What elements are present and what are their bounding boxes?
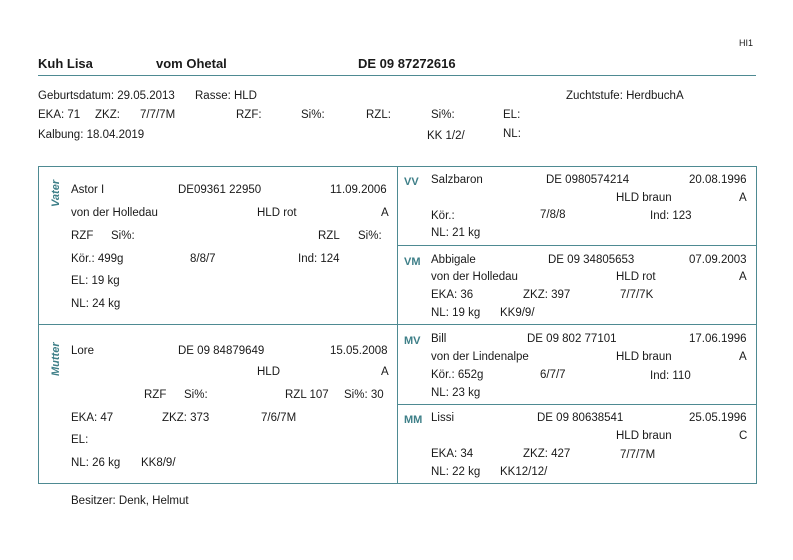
- mv-kor-value: 6/7/7: [540, 369, 566, 381]
- info-rzf: RZF:: [236, 109, 262, 121]
- animal-farm: vom Ohetal: [156, 56, 227, 71]
- info-si2: Si%:: [431, 109, 455, 121]
- mv-date: 17.06.1996: [689, 333, 747, 345]
- info-kk: KK 1/2/: [427, 130, 465, 142]
- mv-name: Bill: [431, 333, 447, 345]
- mutter-grade: A: [381, 366, 389, 378]
- vv-nl: NL: 21 kg: [431, 227, 481, 239]
- mv-kor: Kör.: 652g: [431, 369, 484, 381]
- mv-code: MV: [404, 335, 421, 347]
- vv-kor: Kör.:: [431, 210, 455, 222]
- vv-code: VV: [404, 176, 419, 188]
- vm-breed: HLD rot: [616, 271, 656, 283]
- vater-rzf: RZF: [71, 230, 94, 242]
- vv-breed: HLD braun: [616, 192, 672, 204]
- info-rzl: RZL:: [366, 109, 391, 121]
- vv-date: 20.08.1996: [689, 174, 747, 186]
- vm-zkz: ZKZ: 397: [523, 289, 571, 301]
- mm-date: 25.05.1996: [689, 412, 747, 424]
- mm-id: DE 09 80638541: [537, 412, 624, 424]
- mv-nl: NL: 23 kg: [431, 387, 481, 399]
- mm-breed: HLD braun: [616, 430, 672, 442]
- vm-origin: von der Holledau: [431, 271, 518, 283]
- vm-grade: A: [739, 271, 747, 283]
- vm-id: DE 09 34805653: [548, 254, 635, 266]
- vater-grade: A: [381, 207, 389, 219]
- animal-name: Kuh Lisa: [38, 56, 93, 71]
- info-zkz-value: 7/7/7M: [140, 109, 176, 121]
- mutter-date: 15.05.2008: [330, 345, 388, 357]
- info-rasse: Rasse: HLD: [195, 90, 257, 102]
- info-si1: Si%:: [301, 109, 325, 121]
- mv-breed: HLD braun: [616, 351, 672, 363]
- vm-date: 07.09.2003: [689, 254, 747, 266]
- vater-el: EL: 19 kg: [71, 275, 120, 287]
- mv-origin: von der Lindenalpe: [431, 351, 529, 363]
- mv-ind: Ind: 110: [650, 370, 691, 382]
- mm-zkz: ZKZ: 427: [523, 448, 571, 460]
- vm-zkz-value: 7/7/7K: [620, 289, 654, 301]
- mm-zkz-value: 7/7/7M: [620, 449, 656, 461]
- mutter-breed: HLD: [257, 366, 281, 378]
- vater-date: 11.09.2006: [330, 184, 387, 196]
- mm-grade: C: [739, 430, 748, 442]
- mm-eka: EKA: 34: [431, 448, 474, 460]
- info-eka: EKA: 71: [38, 109, 81, 121]
- vm-eka: EKA: 36: [431, 289, 474, 301]
- vater-rzl: RZL: [318, 230, 340, 242]
- mutter-nl: NL: 26 kg: [71, 457, 121, 469]
- vater-breed: HLD rot: [257, 207, 297, 219]
- pedigree-center-divider: [397, 166, 398, 484]
- vm-nl: NL: 19 kg: [431, 307, 481, 319]
- mutter-name: Lore: [71, 345, 95, 357]
- vater-kor: Kör.: 499g: [71, 253, 124, 265]
- mm-kk: KK12/12/: [500, 466, 548, 478]
- vater-origin: von der Holledau: [71, 207, 158, 219]
- info-nl: NL:: [503, 128, 521, 140]
- vm-name: Abbigale: [431, 254, 476, 266]
- vater-ind: Ind: 124: [298, 253, 340, 265]
- pedigree-upper-right-divider: [397, 245, 757, 246]
- mv-id: DE 09 802 77101: [527, 333, 617, 345]
- mm-name: Lissi: [431, 412, 455, 424]
- mm-code: MM: [404, 414, 423, 426]
- info-zkz-label: ZKZ:: [95, 109, 120, 121]
- vv-name: Salzbaron: [431, 174, 483, 186]
- vater-side-label: Vater: [50, 179, 62, 207]
- vm-kk: KK9/9/: [500, 307, 535, 319]
- mutter-id: DE 09 84879649: [178, 345, 265, 357]
- vater-si1: Si%:: [111, 230, 135, 242]
- vater-kor-value: 8/8/7: [190, 253, 216, 265]
- mutter-kk: KK8/9/: [141, 457, 176, 469]
- mutter-side-label: Mutter: [50, 342, 62, 376]
- info-geburtsdatum: Geburtsdatum: 29.05.2013: [38, 90, 175, 102]
- pedigree-lower-right-divider: [397, 404, 757, 405]
- mutter-zkz: ZKZ: 373: [162, 412, 210, 424]
- mutter-rzf: RZF: [144, 389, 167, 401]
- header-divider: [38, 75, 756, 76]
- mutter-si2: Si%: 30: [344, 389, 384, 401]
- vm-code: VM: [404, 256, 421, 268]
- info-el: EL:: [503, 109, 521, 121]
- mutter-zkz-value: 7/6/7M: [261, 412, 297, 424]
- mutter-el: EL:: [71, 434, 89, 446]
- info-kalbung: Kalbung: 18.04.2019: [38, 129, 145, 141]
- owner-text: Besitzer: Denk, Helmut: [71, 495, 189, 507]
- mv-grade: A: [739, 351, 747, 363]
- mm-nl: NL: 22 kg: [431, 466, 481, 478]
- vv-ind: Ind: 123: [650, 210, 692, 222]
- mutter-rzl: RZL 107: [285, 389, 329, 401]
- info-zuchtstufe: Zuchtstufe: HerdbuchA: [566, 90, 684, 102]
- vater-nl: NL: 24 kg: [71, 298, 121, 310]
- vv-id: DE 0980574214: [546, 174, 630, 186]
- pedigree-middle-divider: [38, 324, 757, 325]
- page-code: HI1: [739, 38, 754, 48]
- vater-id: DE09361 22950: [178, 184, 262, 196]
- mutter-si1: Si%:: [184, 389, 208, 401]
- vv-grade: A: [739, 192, 747, 204]
- vater-name: Astor I: [71, 184, 105, 196]
- animal-id: DE 09 87272616: [358, 56, 456, 71]
- vv-kor-value: 7/8/8: [540, 209, 566, 221]
- vater-si2: Si%:: [358, 230, 382, 242]
- mutter-eka: EKA: 47: [71, 412, 114, 424]
